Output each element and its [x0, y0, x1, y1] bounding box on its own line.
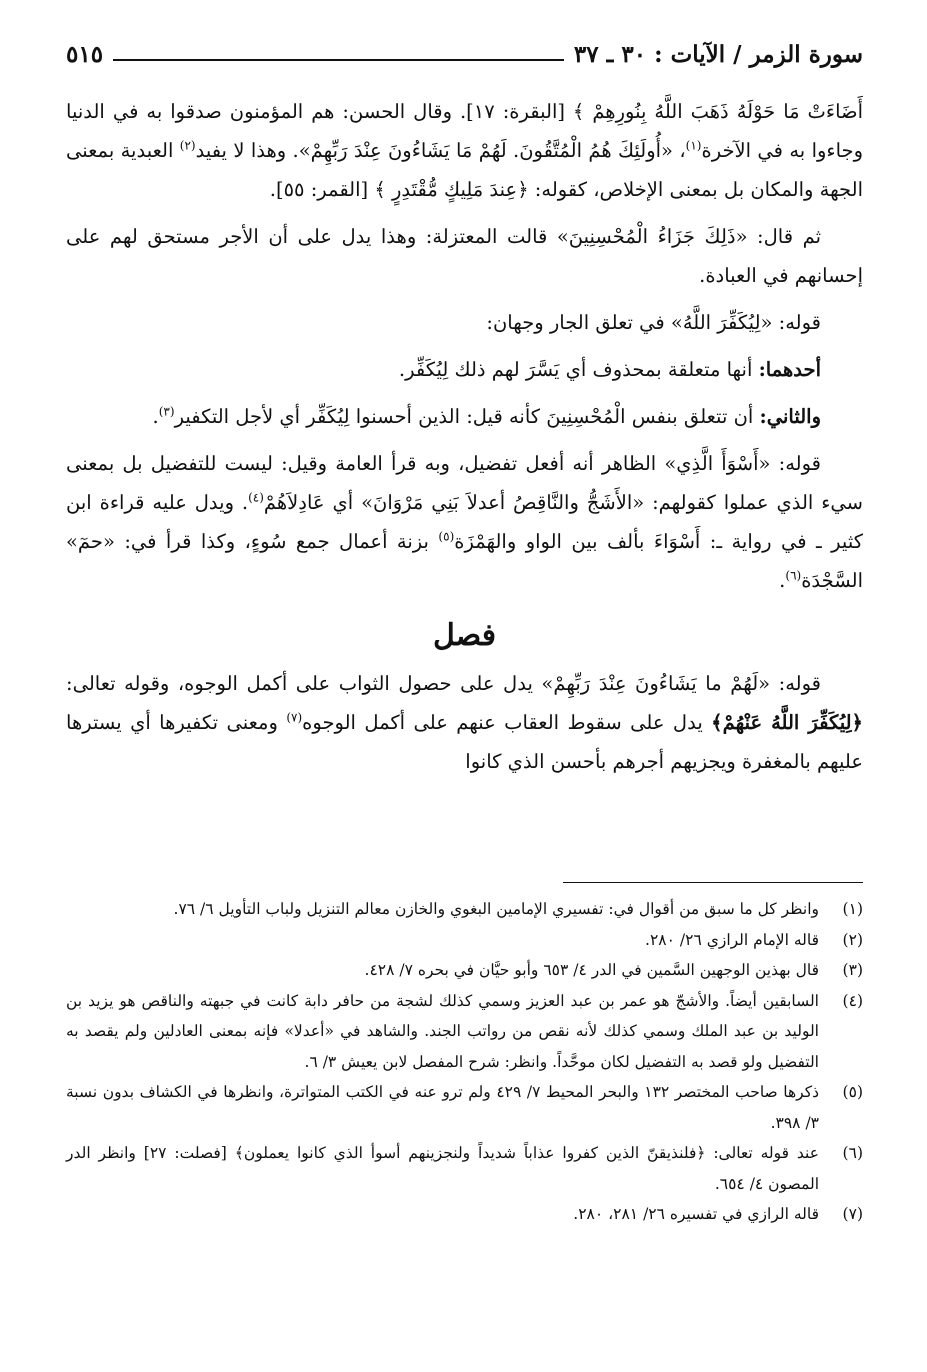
footnote-number: (٣) — [842, 961, 863, 979]
first-aspect-label: أحدهما: — [758, 358, 821, 381]
page-number: ٥١٥ — [66, 41, 104, 68]
footnote-text: عند قوله تعالى: ﴿فلنذيقنّ الذين كفروا عذاباً شديداً ولنجزينهم أسوأ الذي كانوا يعملون﴾ [فصلت: ٢٧] وانظر الدر المصون ٤/ ٦٥٤. — [66, 1144, 819, 1193]
paragraph-6: قوله: «أَسْوَأَ الَّذِي» الظاهر أنه أفعل تفضيل، وبه قرأ العامة وقيل: ليست للتفضيل بل بمعنى سيء الذي عملوا كقولهم: «الأَشَجُّ والنَّاقِصُ أعدلاَ بَنِي مَرْوَانَ» أي عَادِلاَهُمْ$^{(٤)}$. ويدل عليه قراءة ابن كثير ـ في رواية ـ: أَسْوَاءَ بألف بين الواو والهَمْزَة$^{(٥)}$ بزنة أعمال جمع سُوءٍ، وكذا قرأ في: «حمٓ» السَّجْدَة$^{(٦)}$. — [66, 452, 863, 592]
footnote-text: قال بهذين الوجهين السَّمين في الدر ٤/ ٦٥٣ وأبو حيَّان في بحره ٧/ ٤٢٨. — [364, 961, 819, 979]
footnote-number: (١) — [842, 900, 863, 918]
footnote-ref-4: (٤) — [248, 490, 264, 505]
footnote-number: (٤) — [842, 991, 863, 1010]
footnote-number: (٦) — [842, 1144, 863, 1162]
footnote-4 — [66, 986, 863, 1078]
footnote-ref-3: (٣) — [158, 404, 175, 419]
footnote-text: ذكرها صاحب المختصر ١٣٢ والبحر المحيط ٧/ ٤٢٩ ولم ترو عنه في الكتب المتواترة، وانظرها في الكشاف بدون نسبة ٣/ ٣٩٨. — [66, 1083, 820, 1132]
footnote-text: قاله الإمام الرازي ٢٦/ ٢٨٠. — [645, 930, 819, 949]
footnote-text: قاله الرازي في تفسيره ٢٦/ ٢٨١، ٢٨٠. — [573, 1205, 819, 1223]
footnote-separator — [563, 882, 863, 883]
footnote-3 — [66, 955, 863, 986]
footnote-ref-1: (١) — [685, 138, 702, 153]
paragraph-2: ثم قال: «ذَلِكَ جَزَاءُ الْمُحْسِنِينَ» قالت المعتزلة: وهذا يدل على أن الأجر مستحق لهم على إحسانهم في العبادة. — [66, 225, 863, 287]
footnote-number: (٥) — [842, 1083, 863, 1101]
running-header — [66, 28, 863, 68]
footnote-ref-7: (٧) — [286, 710, 303, 725]
footnote-6 — [66, 1138, 863, 1199]
footnote-ref-6: (٦) — [785, 568, 802, 583]
footnote-1 — [66, 894, 863, 925]
paragraph-5: والثاني: أن تتعلق بنفس الْمُحْسِنِينَ كأنه قيل: الذين أحسنوا لِيُكَفِّر أي لأجل التكفير$^{(٣)}$. — [152, 404, 821, 428]
header-rule — [113, 59, 564, 61]
header-title: سورة الزمر / الآيات : ٣٠ ـ ٣٧ — [573, 41, 863, 68]
main-text — [66, 92, 863, 789]
paragraph-7: قوله: «لَهُمْ ما يَشَاءُونَ عِنْدَ رَبِّهِمْ» يدل على حصول الثواب على أكمل الوجوه، وقوله تعالى: ﴿لِيُكَفِّرَ اللَّهُ عَنْهُمْ﴾ يدل على سقوط العقاب عنهم على أكمل الوجوه$^{(٧)}$ ومعنى تكفيرها أي يسترها عليهم بالمغفرة ويجزيهم أجرهم بأحسن الذي كانوا — [66, 672, 863, 773]
second-aspect-label: والثاني: — [759, 405, 821, 428]
footnote-number: (٢) — [842, 930, 863, 949]
paragraph-4: أحدهما: أنها متعلقة بمحذوف أي يَسَّرَ لهم ذلك لِيُكَفِّر. — [398, 358, 821, 381]
footnote-2 — [66, 925, 863, 956]
footnote-text: السابقين أيضاً. والأشجّ هو عمر بن عبد العزيز وسمي كذلك لشجة من حافر دابة كانت في جبهته والناقص هو يزيد بن الوليد بن عبد الملك وسمي كذلك لأنه نقص من رواتب الجند. والشاهد في «أعدلا» فإنه بمعنى العادلين ولم يقصد به التفضيل ولو قصد به التفضيل لكان موحَّداً. وانظر: شرح المفصل لابن يعيش ٣/ ٦. — [66, 991, 819, 1071]
footnote-5 — [66, 1077, 863, 1138]
footnotes — [66, 894, 863, 1230]
section-title: فصل — [432, 618, 497, 653]
footnote-text: وانظر كل ما سبق من أقوال في: تفسيري الإمامين البغوي والخازن معالم التنزيل ولباب التأويل ٦/ ٧٦. — [173, 900, 819, 918]
paragraph-3: قوله: «لِيُكَفِّرَ اللَّهُ» في تعلق الجار وجهان: — [486, 311, 821, 334]
paragraph-1: أَضَاءَتْ مَا حَوْلَهُ ذَهَبَ اللَّهُ بِنُورِهِمْ ﴾ [البقرة: ١٧]. وقال الحسن: هم المؤمنون صدقوا به في الدنيا وجاءوا به في الآخرة$^{(١)}$، «أُولَئِكَ هُمُ الْمُتَّقُونَ. لَهُمْ مَا يَشَاءُونَ عِنْدَ رَبِّهِمْ». وهذا لا يفيد$^{(٢)}$ العبدية بمعنى الجهة والمكان بل بمعنى الإخلاص، كقوله: ﴿عِندَ مَلِيكٍ مُّقْتَدِرٍ ﴾ [القمر: ٥٥]. — [66, 100, 864, 201]
quran-quote: ﴿لِيُكَفِّرَ اللَّهُ عَنْهُمْ﴾ — [711, 711, 863, 734]
footnote-ref-5: (٥) — [438, 529, 455, 544]
footnote-number: (٧) — [842, 1205, 863, 1223]
footnote-ref-2: (٢) — [179, 138, 196, 153]
footnote-7 — [66, 1199, 863, 1230]
